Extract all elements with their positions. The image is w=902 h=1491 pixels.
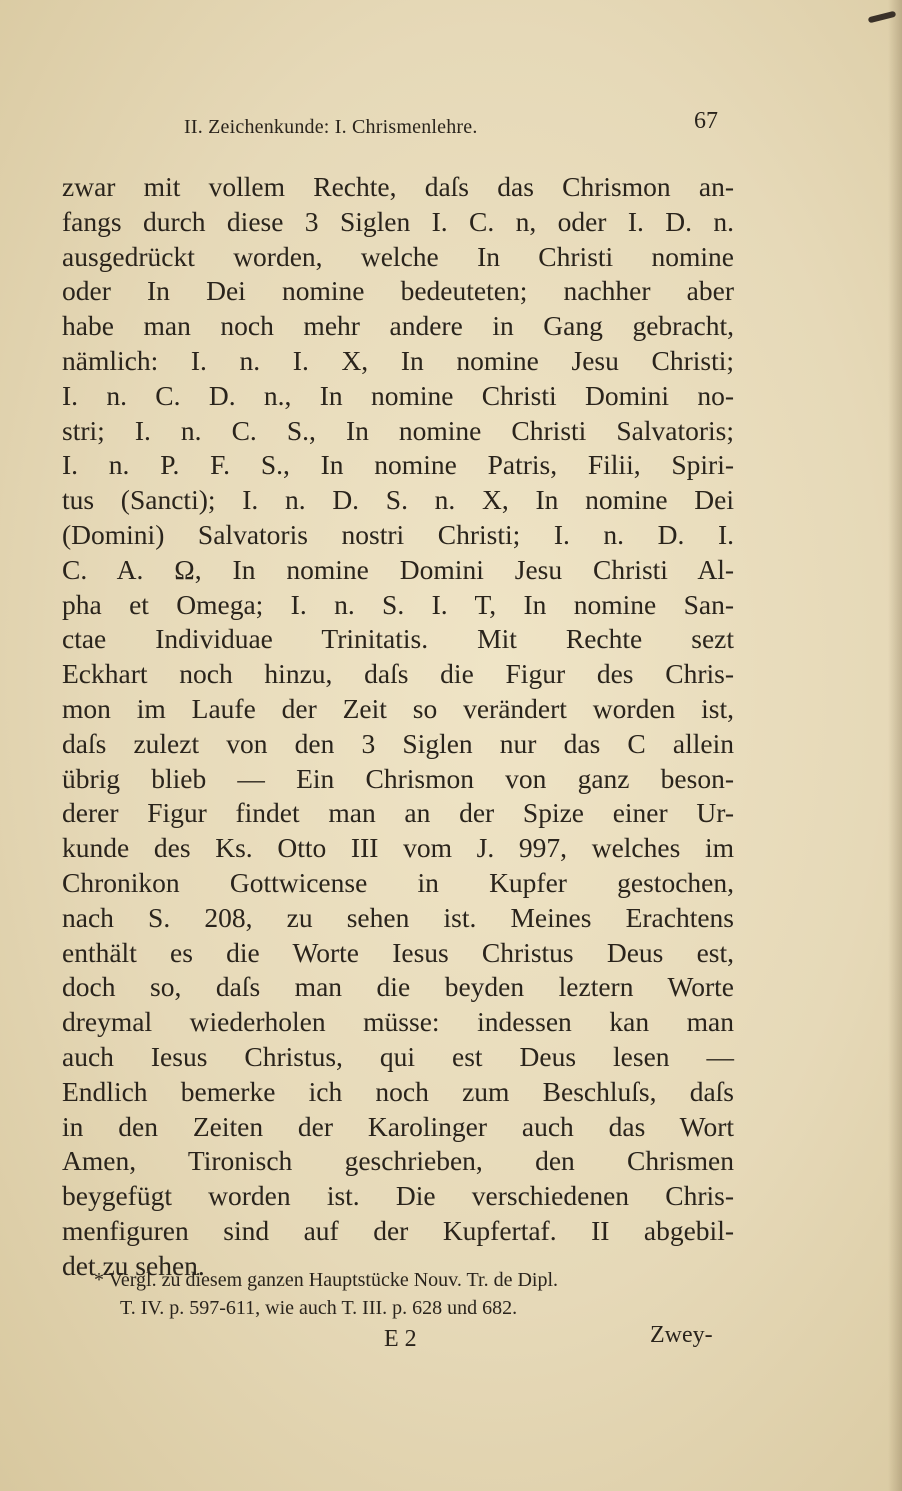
text-line: beygefügt worden ist. Die verschiedenen Chris-: [62, 1180, 734, 1212]
text-line: dreymal wiederholen müsse: indessen kan man: [62, 1006, 734, 1038]
text-line: auch Iesus Christus, qui est Deus lesen —: [62, 1040, 734, 1072]
text-line: Endlich bemerke ich noch zum Beschluſs, daſs: [62, 1075, 734, 1107]
text-line: zwar mit vollem Rechte, daſs das Chrismon an-: [62, 171, 734, 202]
running-header: [184, 108, 724, 148]
page-number: 67: [694, 108, 718, 134]
footnote-line: T. IV. p. 597-611, wie auch T. III. p. 628 und 682.: [120, 1297, 518, 1319]
footnote-line: * Vergl. zu diesem ganzen Hauptstücke Nouv. Tr. de Dipl.: [94, 1269, 559, 1291]
catchword: Zwey-: [650, 1322, 713, 1348]
text-line: oder In Dei nomine bedeuteten; nachher aber: [62, 275, 734, 307]
text-line: fangs durch diese 3 Siglen I. C. n, oder I. D. n.: [62, 205, 734, 237]
text-line: Amen, Tironisch geschrieben, den Chrismen: [62, 1145, 734, 1177]
text-line: ausgedrückt worden, welche In Christi nomine: [62, 240, 734, 272]
text-line: daſs zulezt von den 3 Siglen nur das C allein: [62, 727, 734, 759]
text-line: (Domini) Salvatoris nostri Christi; I. n. D. I.: [62, 518, 734, 550]
text-line: habe man noch mehr andere in Gang gebracht,: [62, 310, 734, 342]
running-title: II. Zeichenkunde: I. Chrismenlehre.: [184, 116, 478, 138]
text-line: nämlich: I. n. I. X, In nomine Jesu Christi;: [62, 344, 734, 376]
text-line: doch so, daſs man die beyden leztern Worte: [62, 971, 734, 1003]
text-line: nach S. 208, zu sehen ist. Meines Erachtens: [62, 901, 734, 933]
text-line: stri; I. n. C. S., In nomine Christi Salvatoris;: [62, 414, 734, 446]
text-line: tus (Sancti); I. n. D. S. n. X, In nomine Dei: [62, 484, 734, 516]
text-line: menfiguren sind auf der Kupfertaf. II abgebil-: [62, 1214, 734, 1246]
text-line: I. n. C. D. n., In nomine Christi Domini no-: [62, 379, 734, 411]
text-line: Chronikon Gottwicense in Kupfer gestochen,: [62, 866, 734, 898]
text-line: det zu sehen.: [62, 1249, 205, 1281]
text-line: Eckhart noch hinzu, daſs die Figur des Chris-: [62, 658, 734, 690]
text-line: übrig blieb — Ein Chrismon von ganz beson-: [62, 762, 734, 794]
text-line: C. A. Ω, In nomine Domini Jesu Christi Al-: [62, 553, 734, 585]
text-line: ctae Individuae Trinitatis. Mit Rechte sezt: [62, 623, 734, 655]
page-edge-shadow: [888, 0, 902, 1491]
text-line: pha et Omega; I. n. S. I. T, In nomine San-: [62, 588, 734, 620]
signature-mark: E 2: [384, 1326, 417, 1352]
text-line: derer Figur findet man an der Spize einer Ur-: [62, 797, 734, 829]
text-line: I. n. P. F. S., In nomine Patris, Filii, Spiri-: [62, 449, 734, 481]
text-line: in den Zeiten der Karolinger auch das Wort: [62, 1110, 734, 1142]
body-text: [62, 170, 734, 1284]
text-line: enthält es die Worte Iesus Christus Deus est,: [62, 936, 734, 968]
footnote: [94, 1266, 738, 1322]
text-line: kunde des Ks. Otto III vom J. 997, welches im: [62, 832, 734, 864]
text-line: mon im Laufe der Zeit so verändert worden ist,: [62, 692, 734, 724]
